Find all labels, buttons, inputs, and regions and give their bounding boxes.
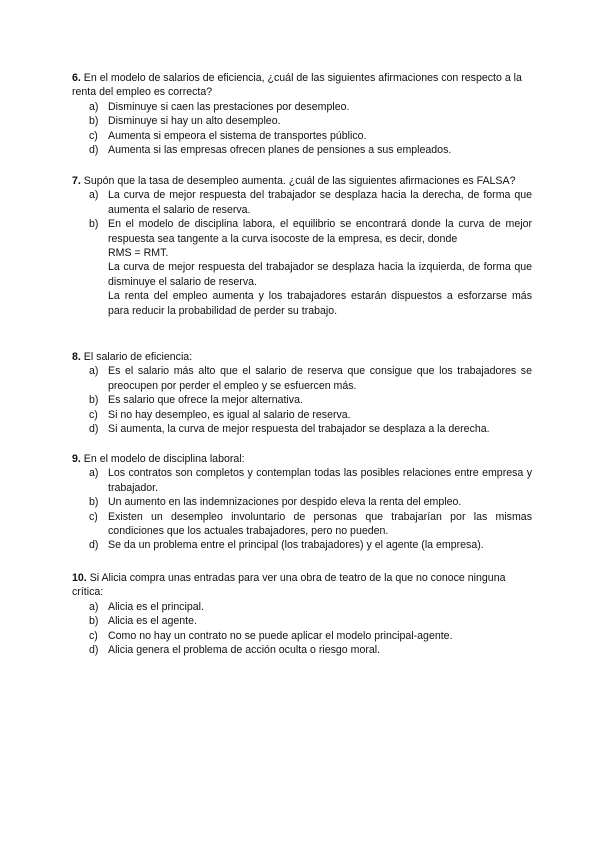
question-8 bbox=[72, 350, 532, 436]
option-text: Alicia es el agente. bbox=[108, 615, 197, 628]
option-text: Se da un problema entre el principal (los trabajadores) y el agente (la empresa). bbox=[108, 539, 484, 552]
option-letter: a) bbox=[89, 467, 99, 480]
option-c bbox=[72, 129, 532, 143]
option-b bbox=[72, 114, 532, 128]
question-stem: En el modelo de salarios de eficiencia, ¿cuál de las siguientes afirmaciones con respecto a la renta del empleo es correcta? bbox=[72, 72, 522, 99]
option-letter: a) bbox=[89, 100, 99, 113]
continuation-line: RMS = RMT. bbox=[108, 247, 169, 260]
option-text: La curva de mejor respuesta del trabajador se desplaza hacia la derecha, de forma que aumenta el salario de reserva. bbox=[108, 189, 532, 216]
option-text: Si aumenta, la curva de mejor respuesta del trabajador se desplaza a la derecha. bbox=[108, 423, 490, 436]
question-7 bbox=[72, 174, 532, 318]
question-number: 10. bbox=[72, 572, 87, 584]
option-d bbox=[72, 538, 532, 552]
option-a bbox=[72, 466, 532, 495]
question-text bbox=[72, 350, 532, 364]
continuation-line: La curva de mejor respuesta del trabajador se desplaza hacia la izquierda, de forma que disminuye el salario de reserva. bbox=[108, 261, 532, 288]
option-text: En el modelo de disciplina labora, el equilibrio se encontrará donde la curva de mejor respuesta sea tangente a la curva isocoste de la empresa, es decir, donde bbox=[108, 218, 532, 245]
option-letter: a) bbox=[89, 365, 99, 378]
option-letter: d) bbox=[89, 423, 99, 436]
option-a bbox=[72, 100, 532, 114]
option-b bbox=[72, 614, 532, 628]
option-letter: b) bbox=[89, 615, 99, 628]
option-text: Es salario que ofrece la mejor alternativa. bbox=[108, 394, 303, 407]
option-text: Disminuye si hay un alto desempleo. bbox=[108, 115, 281, 128]
question-9 bbox=[72, 452, 532, 553]
question-number: 9. bbox=[72, 453, 81, 465]
option-text: Si no hay desempleo, es igual al salario de reserva. bbox=[108, 408, 351, 421]
question-6 bbox=[72, 71, 532, 157]
continuation-line: La renta del empleo aumenta y los trabajadores estarán dispuestos a esforzarse más para reducir la probabilidad de perder su trabajo. bbox=[108, 290, 532, 317]
option-b bbox=[72, 217, 532, 246]
question-text bbox=[72, 71, 532, 100]
question-stem: Supón que la tasa de desempleo aumenta. ¿cuál de las siguientes afirmaciones es FALSA? bbox=[83, 175, 516, 187]
option-d bbox=[72, 422, 532, 436]
question-stem: El salario de eficiencia: bbox=[83, 351, 193, 363]
question-number: 7. bbox=[72, 175, 81, 187]
question-number: 8. bbox=[72, 351, 81, 363]
question-text bbox=[72, 452, 532, 466]
option-letter: d) bbox=[89, 144, 99, 157]
option-c bbox=[72, 510, 532, 539]
option-text: Un aumento en las indemnizaciones por despido eleva la renta del empleo. bbox=[108, 496, 462, 509]
question-text bbox=[72, 571, 532, 600]
option-b bbox=[72, 393, 532, 407]
question-10 bbox=[72, 571, 532, 657]
option-text: Disminuye si caen las prestaciones por desempleo. bbox=[108, 100, 350, 113]
option-a bbox=[72, 188, 532, 217]
option-c bbox=[72, 408, 532, 422]
option-letter: b) bbox=[89, 394, 99, 407]
question-number: 6. bbox=[72, 72, 81, 84]
option-letter: d) bbox=[89, 539, 99, 552]
question-stem: Si Alicia compra unas entradas para ver una obra de teatro de la que no conoce ninguna crítica: bbox=[72, 572, 506, 599]
question-text bbox=[72, 174, 532, 188]
option-letter: b) bbox=[89, 115, 99, 128]
option-letter: a) bbox=[89, 600, 99, 613]
option-c bbox=[72, 629, 532, 643]
option-letter: a) bbox=[89, 189, 99, 202]
option-d bbox=[72, 143, 532, 157]
option-letter: b) bbox=[89, 218, 99, 231]
option-letter: c) bbox=[89, 629, 98, 642]
option-text: Los contratos son completos y contemplan todas las posibles relaciones entre empresa y trabajador. bbox=[108, 467, 532, 494]
question-stem: En el modelo de disciplina laboral: bbox=[83, 453, 245, 465]
option-text: Alicia genera el problema de acción oculta o riesgo moral. bbox=[108, 644, 381, 657]
option-letter: c) bbox=[89, 510, 98, 523]
option-d bbox=[72, 643, 532, 657]
option-letter: c) bbox=[89, 408, 98, 421]
option-letter: d) bbox=[89, 644, 99, 657]
option-a bbox=[72, 364, 532, 393]
option-a bbox=[72, 600, 532, 614]
option-b bbox=[72, 495, 532, 509]
option-letter: c) bbox=[89, 129, 98, 142]
option-text: Existen un desempleo involuntario de personas que trabajarían por las mismas condiciones que los actuales trabajadores, pero no pueden. bbox=[108, 510, 532, 538]
option-text: Aumenta si empeora el sistema de transportes público. bbox=[108, 129, 367, 142]
option-text: Alicia es el principal. bbox=[108, 600, 204, 613]
option-text: Como no hay un contrato no se puede aplicar el modelo principal-agente. bbox=[108, 629, 453, 642]
option-text: Aumenta si las empresas ofrecen planes de pensiones a sus empleados. bbox=[108, 144, 452, 157]
option-letter: b) bbox=[89, 496, 99, 509]
option-text: Es el salario más alto que el salario de reserva que consigue que los trabajadores se preocupen por perder el empleo y se esfuercen más. bbox=[108, 365, 532, 392]
